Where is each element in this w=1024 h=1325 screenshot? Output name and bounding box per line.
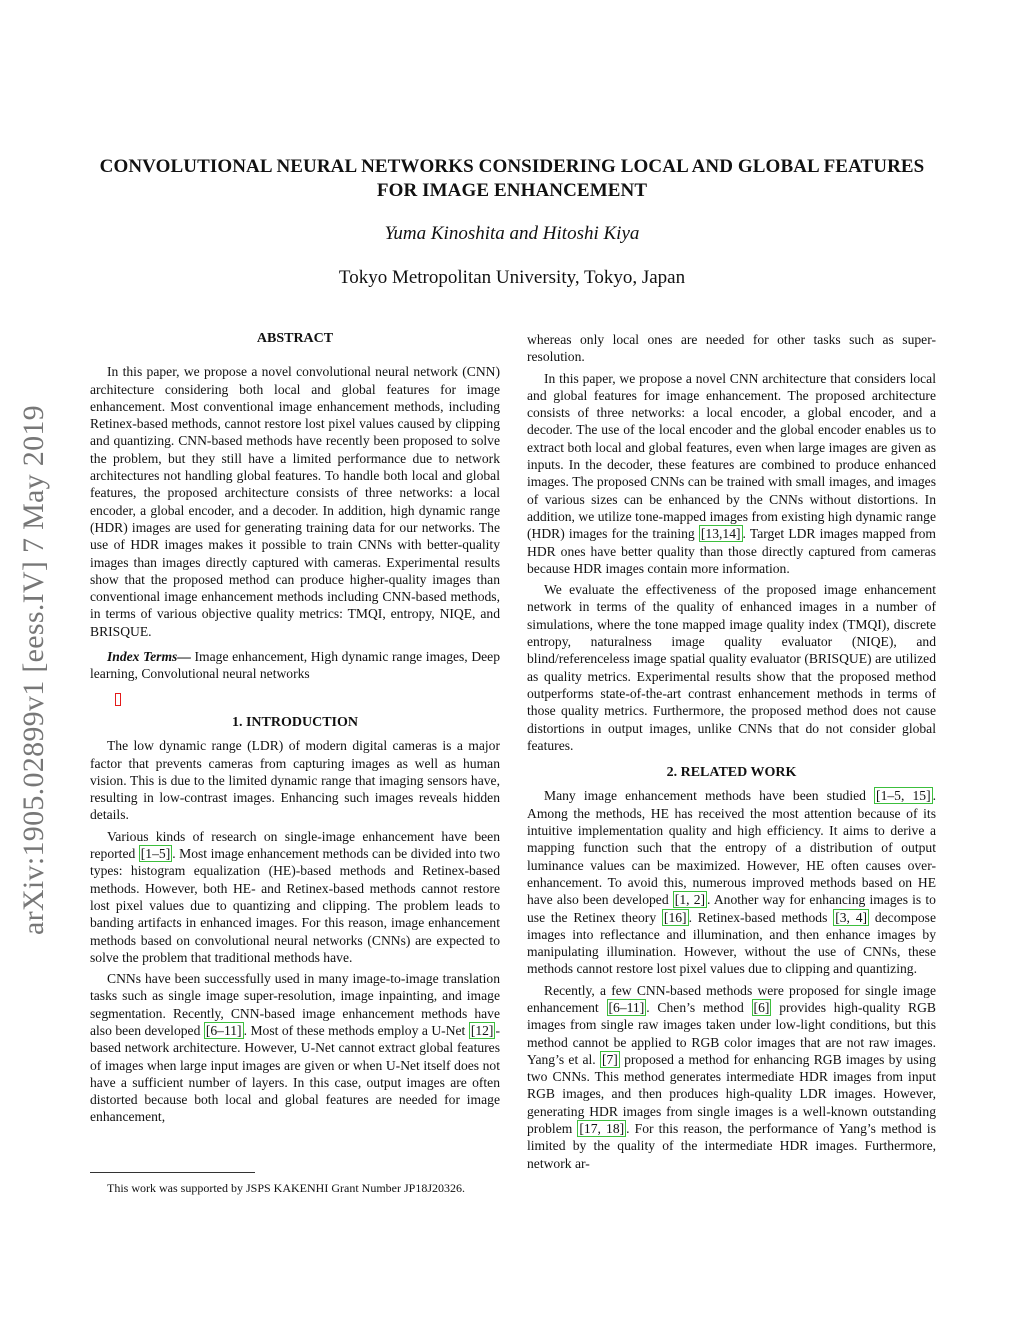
related-paragraph-2 — [527, 982, 936, 1172]
text-run: decompose images into reflectance and illumination, and then enhance images by manipulating illumination. However, without the use of CNNs, these methods cannot restore lost pixel values due to clipping and quantizing. — [527, 909, 936, 977]
text-run: In this paper, we propose a novel CNN architecture that considers local and global features for image enhancement. The proposed architecture consists of three networks: a local encoder, a global encoder, and a decoder. The use of the local encoder and the global encoder enables us to extract both local and global features, even when large images are given as inputs. In the decoder, these features are combined to produce enhanced images. The proposed CNNs can be trained with small images, and images of various sizes can be enhanced by the CNNs without distortions. In addition, we utilize tone-mapped images from existing high dynamic range (HDR) images for the training — [527, 370, 936, 542]
text-run: Recently, a few CNN-based methods were proposed for single image enhancement — [527, 982, 936, 1015]
citation-link[interactable]: [6–11] — [608, 999, 645, 1015]
citation-link[interactable]: [7] — [601, 1051, 618, 1067]
footnote-rule — [90, 1172, 255, 1173]
text-run: . Another way for enhancing images is to use the Retinex theory — [527, 892, 936, 925]
right-column — [527, 331, 936, 1172]
index-terms-label: Index Terms— — [107, 649, 191, 665]
text-run: . Chen’s method — [646, 999, 752, 1015]
text-run: Various kinds of research on single-image enhancement have been reported — [90, 828, 500, 862]
citation-link[interactable]: [3, 4] — [835, 909, 868, 925]
paper-title: CONVOLUTIONAL NEURAL NETWORKS CONSIDERING LOCAL AND GLOBAL FEATURES FOR IMAGE ENHANCEMENT — [99, 156, 925, 201]
introduction-heading: 1. INTRODUCTION — [231, 714, 358, 730]
citation-link[interactable]: [17, 18] — [579, 1121, 625, 1137]
right-paragraph-1 — [527, 370, 936, 578]
text-run: provides high-quality RGB images from single raw images taken under low-light conditions, but this method cannot be applied to RGB color images that are not raw images. Yang’s et al. — [527, 999, 936, 1067]
citation-link[interactable]: [1–5] — [140, 846, 171, 862]
citation-link[interactable]: [6] — [753, 999, 770, 1015]
intro-paragraph-2 — [90, 828, 500, 966]
text-run: . Target LDR images mapped from HDR ones have better quality than those directly captured from cameras because HDR images contain more information. — [527, 526, 936, 576]
abstract-text: In this paper, we propose a novel convolutional neural network (CNN) architecture considering both local and global features for image enhancement. Most conventional image enhancement methods, including Retinex-based methods, cannot restore lost pixel values caused by clipping and quantizing. CNN-based methods have recently been proposed to solve the problem, but they still have a limited performance due to network architectures not handling global features. To handle both local and global features, the proposed architecture consists of three networks: a local encoder, a global encoder, and a decoder. In addition, high dynamic range (HDR) images are used for generating training data for our networks. The use of HDR images makes it possible to train CNNs with better-quality images than images directly captured with cameras. Experimental results show that the proposed method can produce higher-quality images than conventional image enhancement methods including CNN-based methods, in terms of various objective quality metrics: TMQI, entropy, NIQE, and BRISQUE. — [90, 364, 500, 639]
text-run: . Among the methods, HE has received the most attention because of its intuitive implementation quality and high efficiency. It aims to derive a mapping function such that the entropy of a distribution of output luminance values can be maximized. However, HE often causes over-enhancement. To avoid this, numerous improved methods based on HE have also been developed — [527, 788, 936, 908]
citation-link[interactable]: [13,14] — [700, 526, 741, 542]
text-run: . Retinex-based methods — [688, 909, 834, 925]
index-terms-text: Image enhancement, High dynamic range images, Deep learning, Convolutional neural networks — [90, 649, 500, 682]
text-run: . For this reason, the performance of Yang’s method is limited by the quality of the intermediate HDR images. Furthermore, network ar- — [527, 1121, 936, 1171]
citation-link[interactable]: [1, 2] — [674, 892, 706, 908]
abstract-heading: ABSTRACT — [256, 331, 334, 346]
citation-link[interactable]: [6–11] — [205, 1022, 242, 1038]
related-work-heading: 2. RELATED WORK — [666, 765, 797, 781]
paper-authors: Yuma Kinoshita and Hitoshi Kiya — [384, 223, 640, 244]
text-run: -based network architecture. However, U-Net cannot extract global features of images when large input images are given or when U-Net itself does not have a sufficient number of layers. In this case, output images are often distorted because both local and global features are needed for image enhancement, — [90, 1022, 500, 1125]
left-column — [90, 330, 500, 1126]
text-run: . Most of these methods employ a U-Net — [243, 1022, 469, 1038]
intro-paragraph-3 — [90, 970, 500, 1126]
paper-affiliation: Tokyo Metropolitan University, Tokyo, Japan — [338, 267, 686, 288]
related-paragraph-1 — [527, 787, 936, 977]
link-marker — [90, 683, 500, 710]
footnote: This work was supported by JSPS KAKENHI Grant Number JP18J20326. — [107, 1181, 465, 1195]
right-paragraph-2: We evaluate the effectiveness of the proposed image enhancement network in terms of the quality of enhanced images in a number of simulations, where the tone mapped image quality index (TMQI), discrete entropy, naturalness image quality evaluator (NIQE), and blind/referenceless image spatial quality evaluator (BRISQUE) are utilized as quality metrics. Experimental results show that the proposed method outperforms state-of-the-art contrast enhancement methods in terms of those quality metrics. Furthermore, the proposed method does not cause distortions in output images, unlike CNNs that do not consider global features. — [527, 582, 936, 753]
citation-link[interactable]: [12] — [470, 1022, 494, 1038]
arxiv-sidebar — [4, 370, 64, 970]
text-run: . Most image enhancement methods can be divided into two types: histogram equalization (HE)-based methods and Retinex-based methods. However, both HE- and Retinex-based methods cannot restore lost pixel values due to quantizing and clipping. The problem leads to banding artifacts in enhanced images. For this reason, image enhancement methods based on convolutional neural networks (CNNs) are expected to solve the problem that traditional methods have. — [90, 846, 500, 965]
intro-paragraph-1: The low dynamic range (LDR) of modern digital cameras is a major factor that prevents cameras from capturing images as well as human vision. This is due to the limited dynamic range that imaging sensors have, resulting in low-contrast images. Enhancing such images reveals hidden details. — [90, 738, 500, 823]
text-run: Many image enhancement methods have been studied — [544, 788, 875, 804]
arxiv-identifier: arXiv:1905.02899v1 [eess.IV] 7 May 2019 — [17, 405, 50, 935]
index-terms — [90, 648, 500, 683]
text-run: proposed a method for enhancing RGB images by using two CNNs. This method generates intermediate HDR images from input RGB images, and then produces high-quality LDR images. However, generating HDR images from single images is a well-known outstanding problem — [527, 1051, 936, 1137]
red-link-box-icon — [115, 693, 121, 706]
citation-link[interactable]: [1–5, 15] — [876, 788, 931, 804]
text-run: CNNs have been successfully used in many image-to-image translation tasks such as single image super-resolution, image inpainting, and image segmentation. Recently, CNN-based image enhancement methods have also been developed — [90, 971, 500, 1038]
right-paragraph-0: whereas only local ones are needed for other tasks such as super-resolution. — [527, 332, 936, 365]
citation-link[interactable]: [16] — [663, 909, 687, 925]
